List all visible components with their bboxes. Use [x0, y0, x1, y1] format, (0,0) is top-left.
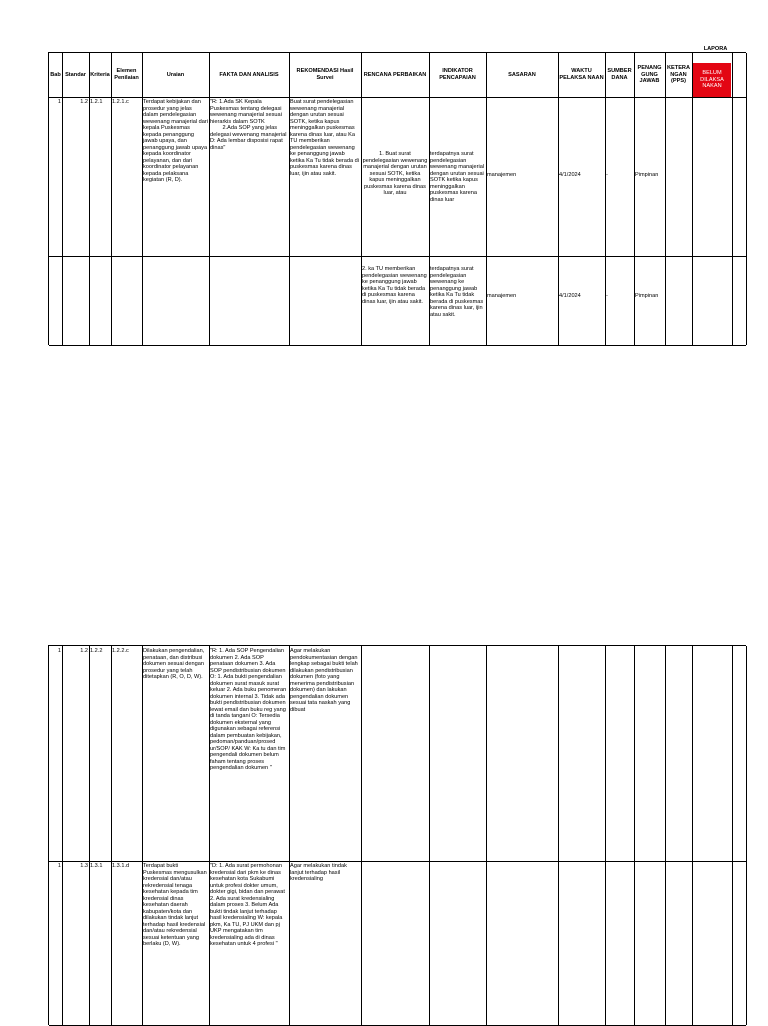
section2-row1-bab: 1 [57, 648, 61, 654]
grid-column-line [634, 646, 635, 1025]
header-waktu-pelaksa-naan: WAKTU PELAKSA NAAN [559, 68, 604, 81]
grid-row-line [49, 861, 746, 862]
grid-column-line [605, 646, 606, 1025]
row2-sumber: - [606, 293, 608, 299]
header-rencana-perbaikan: RENCANA PERBAIKAN [363, 71, 427, 78]
header-kriteria: Kriteria [90, 71, 110, 78]
row2-indikator: terdapatnya surat pendelegasian wewenang ke penanggung jawab ketika Ka Tu tidak berada di puskesmas karena dinas luar, ijin atau sakit. [430, 266, 485, 318]
grid-column-line [732, 646, 733, 1025]
row1-indikator: terdapatnya surat pendelegasian wewenang manajerial dengan urutan sesuai SOTK ketika kapus meninggalkan puskesmas karena dinas luar [430, 151, 486, 203]
section2-row2-elemen: 1.3.1.d [112, 863, 130, 869]
header-bab: Bab [50, 71, 61, 78]
row1-fakta: "R: 1.Ada SK Kepala Puskesmas tentang delegasi wewenang manajerial sesuai hierarkis dalam SOTK 2.Ada SOP yang jelas delegasi wewenang manajerial D: Ada lembar disposisi rapat dinas" [210, 99, 287, 151]
grid-column-line [558, 646, 559, 1025]
section2-row1-standar: 1.2 [80, 648, 88, 654]
header-elemen-penilaian: Elemen Penilaian [114, 68, 139, 81]
row1-waktu: 4/1/2024 [559, 172, 581, 178]
row1-kriteria: 1.2.1 [90, 99, 103, 105]
section2-row1-uraian: Dilakukan pengendalian, penataan, dan distribusi dokumen sesuai dengan prosedur yang telah ditetapkan (R, O, D, W). [143, 648, 206, 680]
section2-row1-kriteria: 1.2.2 [90, 648, 103, 654]
section2-row2-uraian: Terdapat bukti Puskesmas mengusulkan kredensial dan/atau rekredensial tenaga kesehatan kepada tim kredensial dinas kesehatan daerah kabupaten/kota dan dilakukan tindak lanjut terhadap hasil kredensial dan/atau rekredensial sesuai ketentuan yang berlaku (D, W). [143, 863, 209, 947]
row2-sasaran: manajemen [487, 293, 517, 299]
row1-sumber: - [606, 172, 608, 178]
header-keterangan-pps: KETERANGAN (PPS) [667, 65, 690, 85]
section2-row2-bab: 1 [57, 863, 61, 869]
section2-row1-rekomendasi: Agar melakukan pendokumentasian dengan lengkap sebagai bukti telah dilakukan pendistribusian dokumen (foto yang menerima pendistribusian dokumen) dan lakukan pengendalian dokumen sesuai tata naskah yang dibuat [290, 648, 360, 713]
section2-row2-kriteria: 1.3.1 [90, 863, 103, 869]
grid-column-line [746, 646, 747, 1025]
row2-waktu: 4/1/2024 [559, 293, 581, 299]
row1-elemen: 1.2.1.c [112, 99, 129, 105]
header-uraian: Uraian [166, 71, 185, 78]
section2-row2-rekomendasi: Agar melakukan tindak lanjut terhadap hasil kredensialing [290, 863, 349, 882]
grid-column-line [665, 646, 666, 1025]
grid-column-line [429, 646, 430, 1025]
header-indikator-pencapaian: INDIKATOR PENCAPAIAN [439, 68, 476, 81]
grid-row-line [49, 97, 746, 98]
status-header-belum-dilaksanakan: BELUM DILAKSA NAKAN [693, 63, 731, 97]
report-corner-label: LAPORA [703, 46, 728, 52]
header-fakta-dan-analisis: FAKTA DAN ANALISIS [219, 71, 279, 78]
grid-column-line [692, 646, 693, 1025]
grid-column-line [486, 646, 487, 1025]
section2-row1-elemen: 1.2.2.c [112, 648, 129, 654]
header-standar: Standar [65, 71, 86, 78]
row1-rencana: 1. Buat surat pendelegasian wewenang manajerial dengan urutan sesuai SOTK, ketika kapus meninggalkan puskesmas karena dinas luar, atau [362, 151, 429, 196]
grid-column-line [746, 53, 747, 345]
header-sasaran: SASARAN [508, 71, 536, 78]
table-block-1 [48, 52, 746, 345]
row1-bab: 1 [57, 99, 61, 105]
header-penang-gung-jawab: PENANG GUNG JAWAB [637, 65, 664, 85]
section2-row2-fakta: "D: 1. Ada surat permohonan kredensial dari pkm ke dinas kesehatan kota Sukabumi untuk profesi dokter umum, dokter gigi, bidan dan perawat 2. Ada surat kredensialing dalam proses 3. Belum Ada bukti tindak lanjut terhadap hasil kredensialing W: kepala pkm, Ka TU, PJ UKM dan pj UKP mengatakan tim kredensialing ada di dinas kesehatan untuk 4 profesi " [210, 863, 287, 947]
section2-row2-standar: 1.3 [80, 863, 88, 869]
row1-uraian: Terdapat kebijakan dan prosedur yang jelas dalam pendelegasian wewenang manajerial dari kepala Puskesmas kepada penanggung jawab upaya, dan penanggung jawab upaya kepada koordinator pelayanan, dan dari koordinator pelayanan kepada pelaksana kegiatan (R, D). [143, 99, 210, 183]
row1-rekomendasi: Buat surat pendelegasian wewenang manajerial dengan urutan sesuai SOTK, ketika kapus meninggalkan puskesmas karena dinas luar, atau Ka TU memberikan pendelegasian wewenang ke penanggung jawab ketika Ka Tu tidak berada di puskesmas karena dinas luar, ijin atau sakit. [290, 99, 361, 177]
header-rekomendasi-hasil-survei: REKOMENDASI Hasil Survei [296, 68, 355, 81]
row1-standar: 1.2 [80, 99, 88, 105]
grid-row-line [49, 256, 746, 257]
row2-rencana: 2. ka TU memberikan pendelegasian wewenang ke penanggung jawab ketika Ka Tu tidak berada di puskesmas karena dinas luar, ijin atau sakit. [362, 266, 429, 305]
grid-row-line [49, 345, 746, 346]
row2-pj: Pimpinan [635, 293, 659, 299]
header-sumber-dana: SUMBER DANA [607, 68, 634, 81]
section2-row1-fakta: "R: 1. Ada SOP Pengendalian dokumen 2. Ada SOP penataan dokumen 3. Ada SOP pendistribusian dokumen O: 1. Ada bukti pengendalian dokumen surat masuk surat keluar 2. Ada buku penomeran dokumen internal 3. Tidak ada bukti pendistribusian dokumen lewat email dan buku reg yang di tanda tangani O: Tersedia dokumen eksternal yang digunakan sebagai referensi dalam pembuatan kebijakan, pedoman/panduan/prosed ur/SOP/ KAK W: Ka tu dan tim pengendali dokumen belum faham tentang proses pengendalian dokumen " [210, 648, 288, 771]
row1-pj: Pimpinan [635, 172, 659, 178]
row1-sasaran: manajemen [487, 172, 517, 178]
table-block-2 [48, 645, 746, 1025]
grid-column-line [361, 646, 362, 1025]
